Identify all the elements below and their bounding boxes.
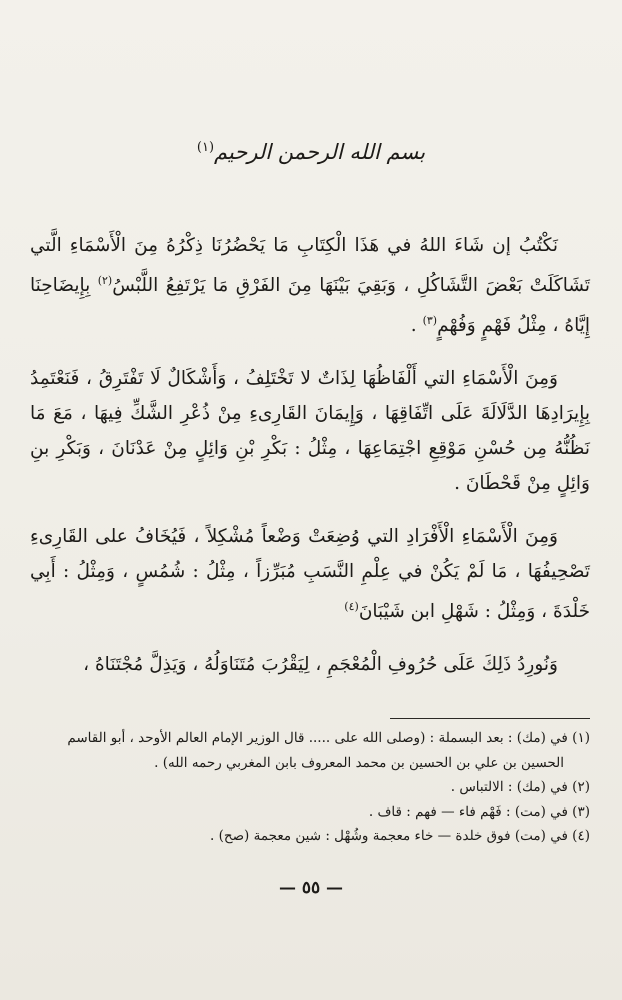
footnote: (١) في (مك) : بعد البسملة : (وصلى الله على ..... قال الوزير الإمام العالم الأوحد ، أبو القاسم [67, 730, 590, 746]
footnote-ref: (٤) [344, 600, 359, 614]
paragraph-text: . [410, 315, 423, 337]
footnote-divider [390, 718, 590, 719]
footnote-ref: (٢) [97, 274, 113, 287]
footnote-continuation: الحسين بن علي بن الحسين بن محمد المعروف بابن المغربي رحمه الله) . [154, 754, 564, 771]
paragraph-text: نَكْتُبُ إن شَاءَ اللهُ في هَذَا الْكِتَابِ مَا يَحْضُرُنَا ذِكْرُهُ مِنَ الْأَسْمَاءِ الَّتي تَشَاكَلَتْ بَعْضَ التَّشَاكُلِ ، وَبَقِيَ بَيْنَهَا مِنَ الفَرْقِ مَا يَرْتَفِعُ اللَّبْسُ [30, 235, 591, 297]
footnote-ref: (٣) [422, 314, 438, 328]
footnotes [25, 726, 590, 849]
basmala-heading [0, 140, 622, 164]
paragraph [30, 228, 590, 343]
footnote: (٣) في (مت) : فَهْم فاء — فهم : قاف . [368, 803, 590, 820]
paragraph [30, 647, 590, 682]
footnote-ref: (١) [196, 140, 215, 155]
page-number: — ٥٥ — [278, 878, 344, 898]
paragraph-text: وَمِنَ الْأَسْمَاءِ التي أَلْفَاظُهَا لِذَاتٌ لا تَخْتَلِفُ ، وَأَشْكَالٌ لَا تَفْتَرِقُ ، فَنَعْتَمِدُ بِإِيرَادِهَا الدَّلَالَةَ عَلَى اتِّفَاقِهَا ، وَإِيمَانَ القَارِىءِ مِنْ ذُعْرِ الشَّكِّ فِيهَا ، مَعَ مَا نَظُنُّهُ مِن حُسْنِ مَوْقِعِ اجْتِمَاعِهَا ، مِثْلُ : بَكْرِ بْنِ وَائِلٍ مِنْ عَدْنَانَ ، وَبَكْرِ بنِ وَائِلٍ مِنْ قَحْطَانَ . [30, 368, 590, 495]
paragraph-text: وَمِنَ الْأَسْمَاءِ الْأَفْرَادِ التي وُضِعَتْ وَضْعاً مُشْكِلاً ، فَيُخَافُ على القَارِىءِ تَصْحِيفُهَا ، مَا لَمْ يَكُنْ في عِلْمِ النَّسَبِ مُبَرِّزاً ، مِثْلُ : شُمُسٍ ، وَمِثْلُ : أَبِي خَلْدَةَ ، وَمِثْلُ : شَهْلِ ابن شَيْبَانَ [30, 526, 590, 623]
main-text [30, 228, 590, 700]
footnote: (٢) في (مك) : الالتباس . [450, 779, 590, 795]
basmala-text: بسم الله الرحمن الرحيم [214, 140, 426, 164]
paragraph-text: بِإِيضَاحِنَا إِيَّاهُ ، مِثْلُ فَهْمٍ وَفُهْمٍ [30, 275, 590, 337]
paragraph [30, 519, 590, 629]
paragraph-text: وَنُورِدُ ذَلِكَ عَلَى حُرُوفِ الْمُعْجَمِ ، لِيَقْرُبَ مُتَنَاوَلُهُ ، وَيَذِلَّ مُجْتَنَاهُ ، [83, 654, 558, 676]
paragraph [30, 361, 590, 501]
footnote: (٤) في (مت) فوق خلدة — خاء معجمة وشُهْل : شين معجمة (صح) . [210, 828, 590, 844]
